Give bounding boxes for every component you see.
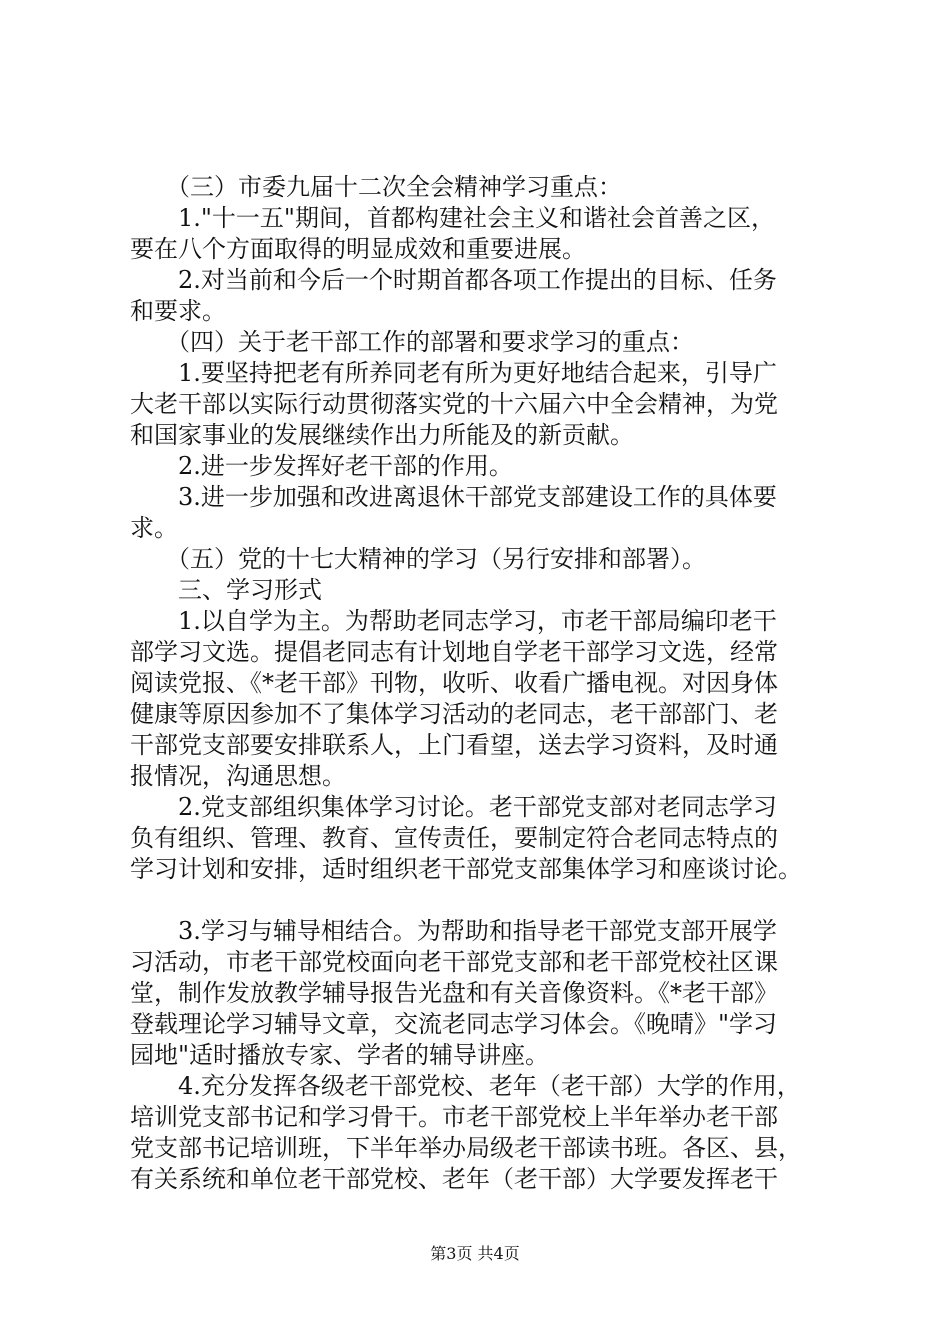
text-line: 登载理论学习辅导文章，交流老同志学习体会。《晚晴》"学习 [130, 1010, 778, 1038]
text-line: 习活动，市老干部党校面向老干部党支部和老干部党校社区课 [130, 948, 778, 976]
text-line: 党支部书记培训班，下半年举办局级老干部读书班。各区、县， [130, 1134, 802, 1162]
text-line: 大老干部以实际行动贯彻落实党的十六届六中全会精神，为党 [130, 390, 778, 418]
text-line: 求。 [130, 514, 178, 542]
text-line: 部学习文选。提倡老同志有计划地自学老干部学习文选，经常 [130, 638, 778, 666]
page-footer: 第3页 共4页 [430, 1244, 520, 1263]
text-line: 堂，制作发放教学辅导报告光盘和有关音像资料。《*老干部》 [130, 979, 778, 1007]
document-body [130, 172, 842, 1195]
text-line: 园地"适时播放专家、学者的辅导讲座。 [130, 1041, 550, 1069]
text-line: 和要求。 [130, 297, 226, 325]
text-line: 有关系统和单位老干部党校、老年（老干部）大学要发挥老干 [130, 1165, 778, 1193]
text-line: 阅读党报、《*老干部》刊物，收听、收看广播电视。对因身体 [130, 669, 778, 697]
text-line: 要在八个方面取得的明显成效和重要进展。 [130, 235, 586, 263]
text-line: 培训党支部书记和学习骨干。市老干部党校上半年举办老干部 [130, 1103, 778, 1131]
text-line: （三）市委九届十二次全会精神学习重点： [130, 173, 622, 201]
text-line: 1.要坚持把老有所养同老有所为更好地结合起来，引导广 [130, 359, 777, 387]
text-line: 1."十一五"期间，首都构建社会主义和谐社会首善之区， [130, 204, 775, 232]
text-line: 1.以自学为主。为帮助老同志学习，市老干部局编印老干 [130, 607, 777, 635]
text-line: （五）党的十七大精神的学习（另行安排和部署）。 [130, 545, 706, 573]
text-line: 2.对当前和今后一个时期首都各项工作提出的目标、任务 [130, 266, 777, 294]
text-line [130, 885, 842, 916]
text-line: 三、学习形式 [130, 576, 322, 604]
text-line: 2.进一步发挥好老干部的作用。 [130, 452, 513, 480]
text-line: （四）关于老干部工作的部署和要求学习的重点： [130, 328, 694, 356]
text-line: 2.党支部组织集体学习讨论。老干部党支部对老同志学习 [130, 793, 777, 821]
text-line: 干部党支部要安排联系人，上门看望，送去学习资料，及时通 [130, 731, 778, 759]
text-line: 负有组织、管理、教育、宣传责任，要制定符合老同志特点的 [130, 824, 778, 852]
text-line: 学习计划和安排，适时组织老干部党支部集体学习和座谈讨论。 [130, 855, 802, 883]
text-line: 4.充分发挥各级老干部党校、老年（老干部）大学的作用， [130, 1072, 801, 1100]
text-line: 报情况，沟通思想。 [130, 762, 346, 790]
text-line: 3.进一步加强和改进离退休干部党支部建设工作的具体要 [130, 483, 777, 511]
text-line: 3.学习与辅导相结合。为帮助和指导老干部党支部开展学 [130, 917, 777, 945]
text-line: 健康等原因参加不了集体学习活动的老同志，老干部部门、老 [130, 700, 778, 728]
text-line: 和国家事业的发展继续作出力所能及的新贡献。 [130, 421, 634, 449]
